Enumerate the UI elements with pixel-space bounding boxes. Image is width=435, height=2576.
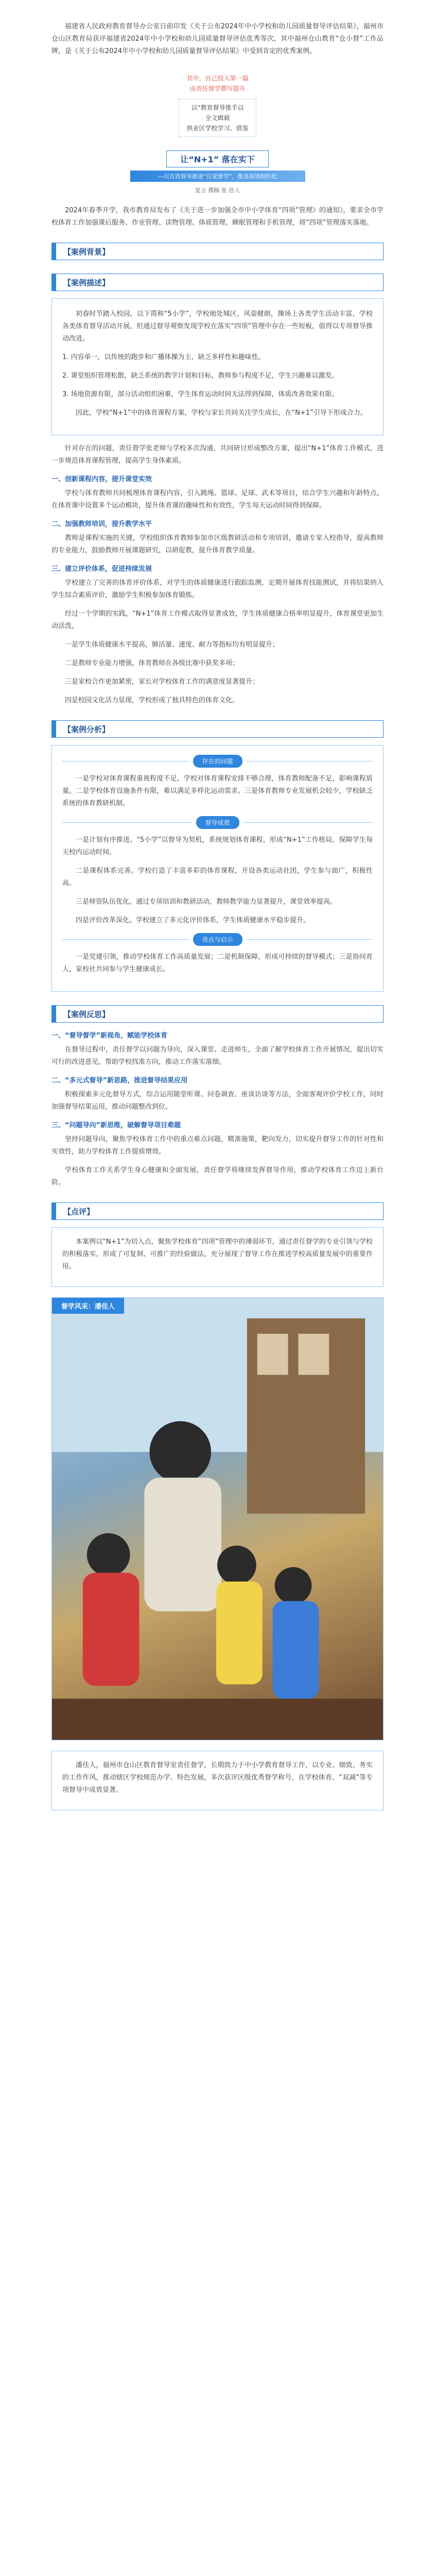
tag-label: 督导成效: [196, 816, 239, 829]
reflection-subheading: 二、“多元式督导”新思路，推进督导结果应用: [51, 1077, 188, 1084]
section-background-header: [51, 243, 384, 260]
analysis-paragraph: 一是学校对体育课程重视程度不足，学校对体育课程安排不够合理，体育教师配备不足，影响课程质量。二是学校体育设施条件有限，难以满足多样化运动需求。三是体育教师专业发展机会较少，学校缺乏系统的体育教研机制。: [62, 775, 373, 807]
reflection-paragraph: 积极探索多元化督导方式，综合运用随堂听课、问卷调查、座谈访谈等方法，全面客观评价学校工作，同时加强督导结果运用，推动问题整改到位。: [51, 1091, 384, 1111]
tag-line: [62, 939, 189, 940]
hero-note-4: 全文辑载: [205, 114, 230, 122]
comment-paragraph: 本案例以“N+1”为切入点，聚焦学校体育“四项”管理中的薄弱环节，通过责任督学的专业引领与学校的积极落实，形成了可复制、可推广的经验做法，充分展现了督导工作在推进学校高质量发展中的重要作用。: [62, 1238, 373, 1270]
section-description-header: [51, 274, 384, 291]
analysis-tag-3: [62, 933, 373, 946]
background-list-item: 1. 内容单一，以传统的跑步和广播体操为主，缺乏多样性和趣味性。: [62, 353, 265, 361]
analysis-paragraph: 一是党建引领，推动学校体育工作高质量发展；二是机制保障，形成可持续的督导模式；三是协同育人，家校社共同参与学生健康成长。: [62, 953, 373, 973]
article-author: 复言 撰稿 张 佳人: [195, 187, 240, 194]
background-box: [51, 298, 384, 435]
description-paragraph: 学校与体育教师共同梳理体育课程内容，引入跳绳、篮球、足球、武术等项目，结合学生兴趣和年龄特点，在体育课中设置多个运动模块，提升体育课的趣味性和有效性，学生每天运动时间得到保障。: [51, 489, 384, 510]
analysis-point: 三是师资队伍优化。通过专项培训和教研活动，教师教学能力显著提升，课堂效率提高。: [76, 898, 337, 906]
hero-note-3: 以“教育督导推手以: [191, 104, 244, 111]
photo-caption: 督学风采：潘佳人: [52, 1298, 124, 1314]
bio-paragraph: 潘佳人，福州市仓山区教育督导室责任督学，长期致力于中小学教育督导工作，以专业、细致、务实的工作作风，推动辖区学校规范办学、特色发展，多次获评区级优秀督学称号，在学校体育、“双减”等专项督导中成效显著。: [62, 1761, 373, 1794]
comment-box: [51, 1227, 384, 1287]
tag-line: [247, 939, 373, 940]
tag-line: [243, 822, 373, 823]
description-subheading: 三、建立评价体系，促进持续发展: [51, 565, 152, 573]
section-comment-header: [51, 1202, 384, 1220]
analysis-box: [51, 745, 384, 992]
analysis-point: 四是评价改革深化。学校建立了多元化评价体系，学生体质健康水平稳步提升。: [76, 917, 310, 924]
section-title: 【案例分析】: [63, 724, 110, 734]
section-title: 【点评】: [63, 1207, 95, 1216]
description-paragraph: 教师是课程实施的关键，学校组织体育教师参加市区级教研活动和专项培训，邀请专家入校指导，提高教师的专业能力，鼓励教师开展课题研究，以研促教，提升体育教学质量。: [51, 534, 384, 554]
description-point: 二是教师专业能力增强，体育教师在各级比赛中获奖多项；: [65, 659, 239, 667]
section-title: 【案例反思】: [63, 1009, 110, 1019]
description-paragraph: 针对存在的问题，责任督学张老师与学校多次沟通，共同研讨形成整改方案，提出“N+1”体育工作模式，进一步规范体育课程管理，提高学生身体素质。: [51, 445, 384, 465]
section-bar: [52, 1203, 56, 1219]
hero-note-red-1: 其中，自己投入第一篇: [186, 75, 249, 82]
bio-box: [51, 1751, 384, 1810]
background-list-item: 2. 课堂组织管理松散，缺乏系统的教学计划和目标，教师参与程度不足，学生兴趣难以激发。: [62, 372, 339, 380]
description-point: 三是家校合作更加紧密，家长对学校体育工作的满意度显著提升；: [65, 678, 259, 686]
section-bar: [52, 721, 56, 737]
reflection-paragraph: 坚持问题导向，聚焦学校体育工作中的重点难点问题，精准施策，靶向发力，切实提升督导工作的针对性和实效性，助力学校体育工作提质增效。: [51, 1136, 384, 1156]
hero-slogan-box: [179, 99, 256, 137]
title-banner: [130, 150, 305, 182]
background-paragraph: 因此，学校“N+1”中的体育课程方案，学校与家长共同关注学生成长，在“N+1”引导下形成合力。: [76, 409, 367, 417]
inspector-photo: [51, 1297, 384, 1740]
reflection-ending: 学校体育工作关系学生身心健康和全面发展，责任督学将继续发挥督导作用，推动学校体育工作迈上新台阶。: [51, 1166, 384, 1187]
reflection-subheading: 一、“督导督学”新视角，赋能学校体育: [51, 1032, 168, 1040]
background-paragraph: 初春时节踏入校园，以下简称“5小学”，学校地处城区，风姿健朗，操场上各类学生活动丰富，学校各类体育督导活动开展，但通过督导观察发现学校在落实“四项”管理中存在一些短板，值得以专项督导推动改进。: [62, 310, 373, 343]
tag-label: 亮点与启示: [193, 933, 242, 946]
reflection-subheading: 三、“问题导向”新思维，破解督导项目难题: [51, 1122, 181, 1129]
description-point: 四是校园文化活力显现，学校形成了独具特色的体育文化。: [65, 697, 239, 704]
analysis-point: 二是课程体系完善。学校打造了丰富多彩的体育课程，开设各类运动社团，学生参与面广，积极性高。: [62, 867, 373, 887]
intro-paragraph: 福建省人民政府教育督导办公室日前印发《关于公布2024年中小学校和幼儿园质量督导评估结果》，福州市仓山区教育局获评福建省2024年中小学校和幼儿园质量督导评估优秀等次，其中福州仓山教育“仓小督”工作品牌，是《关于公布2024年中小学校和幼儿园质量督导评估结果》中受到肯定的优秀案例。: [51, 23, 384, 55]
photo-illustration: [52, 1298, 383, 1740]
analysis-point: 一是计划有序推进。“5小学”以督导为契机，系统规划体育课程，形成“N+1”工作格局，保障学生每天校内运动时间。: [62, 836, 373, 856]
hero-note-red-2: 由责任督学撰写提升: [189, 85, 246, 92]
hero-note-5: 供业区学校学习、借鉴: [186, 125, 249, 132]
article-title: 让“N+1” 落在实下: [166, 150, 269, 167]
article-subtitle: —以有效督导推进“自觉督学”，推进高效组织化: [130, 171, 305, 182]
lead-paragraph: 2024年春季开学，我市教育局发布了《关于进一步加强全市中小学体育“四项”管理》的通知》，要求全市学校体育工作加强课后服务、作业管理、读物管理、体质管理、睡眠管理和手机管理，将“四项”管理落实落地。: [51, 207, 384, 227]
section-bar: [52, 243, 56, 260]
tag-line: [62, 822, 192, 823]
description-subheading: 一、创新课程内容，提升课堂实效: [51, 476, 152, 483]
tag-label: 存在的问题: [193, 755, 242, 768]
hero-block: [0, 73, 435, 142]
description-subheading: 二、加强教师培训，提升教学水平: [51, 520, 152, 528]
background-list-item: 3. 场地资源有限，部分活动组织困难，学生体育运动时间无法得到保障，体质改善效果有限。: [62, 391, 339, 398]
description-summary: 经过一个学期的实践，“N+1”体育工作模式取得显著成效，学生体质健康合格率明显提升，体育课堂更加生动活泼。: [51, 610, 384, 630]
section-title: 【案例背景】: [63, 247, 110, 257]
section-reflection-header: [51, 1005, 384, 1023]
section-analysis-header: [51, 720, 384, 738]
section-bar: [52, 1006, 56, 1022]
section-bar: [52, 274, 56, 291]
analysis-tag-2: [62, 816, 373, 829]
analysis-tag-1: [62, 755, 373, 768]
reflection-paragraph: 在督导过程中，责任督学以问题为导向，深入课堂、走进师生，全面了解学校体育工作开展情况，提出切实可行的改进意见，帮助学校找准方向，推动工作落实落细。: [51, 1046, 384, 1066]
section-title: 【案例描述】: [63, 278, 110, 287]
description-point: 一是学生体质健康水平提高，肺活量、速度、耐力等指标均有明显提升；: [65, 641, 280, 649]
description-paragraph: 学校建立了完善的体育评价体系，对学生的体质健康进行跟踪监测，定期开展体育技能测试，并将结果纳入学生综合素质评价，激励学生积极参加体育锻炼。: [51, 579, 384, 599]
